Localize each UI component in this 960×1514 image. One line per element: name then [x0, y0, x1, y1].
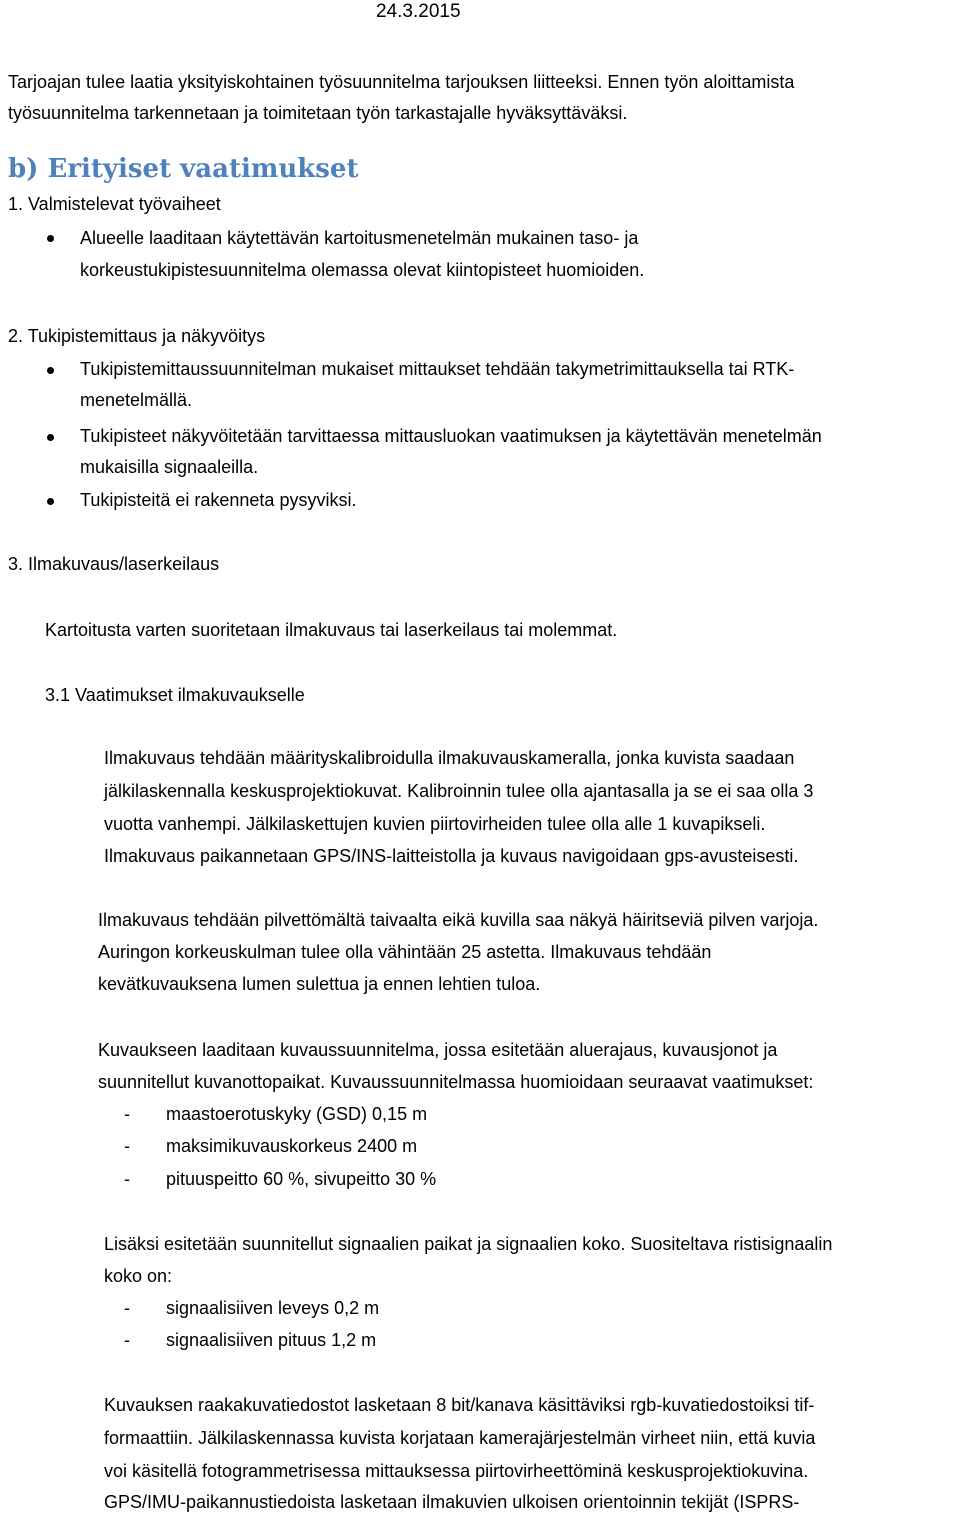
list2-dash: -	[124, 1330, 130, 1350]
list2-item-1: signaalisiiven leveys 0,2 m	[166, 1298, 380, 1318]
p3-line2: suunnitellut kuvanottopaikat. Kuvaussuunnitelmassa huomioidaan seuraavat vaatimukset:	[98, 1072, 814, 1092]
bullet-icon	[47, 498, 54, 505]
p2-line2: Auringon korkeuskulman tulee olla vähintään 25 astetta. Ilmakuvaus tehdään	[98, 942, 712, 962]
p5-line2: formaattiin. Jälkilaskennassa kuvista korjataan kamerajärjestelmän virheet niin, että kuvia	[104, 1428, 816, 1448]
s2-bullet2-line2: mukaisilla signaaleilla.	[80, 457, 259, 477]
bullet-icon	[47, 235, 54, 242]
list1-item-2: maksimikuvauskorkeus 2400 m	[166, 1136, 418, 1156]
p1-line2: jälkilaskennalla keskusprojektiokuvat. Kalibroinnin tulee olla ajantasalla ja se ei saa olla 3	[104, 781, 814, 801]
section-3-title: 3. Ilmakuvaus/laserkeilaus	[8, 554, 220, 574]
p1-line3: vuotta vanhempi. Jälkilaskettujen kuvien piirtovirheiden tulee olla alle 1 kuvapikseli.	[104, 814, 766, 834]
p4-line1: Lisäksi esitetään suunnitellut signaalien paikat ja signaalien koko. Suositeltava ristisignaalin	[104, 1234, 833, 1254]
intro-line-1: Tarjoajan tulee laatia yksityiskohtainen työsuunnitelma tarjouksen liitteeksi. Ennen työn aloittamista	[8, 72, 795, 92]
intro-line-2: työsuunnitelma tarkennetaan ja toimitetaan työn tarkastajalle hyväksyttäväksi.	[8, 103, 628, 123]
section-heading-b: b) Erityiset vaatimukset	[8, 154, 359, 184]
section-2-title: 2. Tukipistemittaus ja näkyvöitys	[8, 326, 266, 346]
s2-bullet2-line1: Tukipisteet näkyvöitetään tarvittaessa mittausluokan vaatimuksen ja käytettävän menetelmän	[80, 426, 822, 446]
list1-dash: -	[124, 1169, 130, 1189]
list1-item-1: maastoerotuskyky (GSD) 0,15 m	[166, 1104, 428, 1124]
p5-line4: GPS/IMU-paikannustiedoista lasketaan ilmakuvien ulkoisen orientoinnin tekijät (ISPRS-	[104, 1492, 800, 1512]
section-3-text: Kartoitusta varten suoritetaan ilmakuvaus tai laserkeilaus tai molemmat.	[45, 620, 618, 640]
page-date: 24.3.2015	[376, 1, 461, 22]
list2-dash: -	[124, 1298, 130, 1318]
p2-line3: kevätkuvauksena lumen sulettua ja ennen lehtien tuloa.	[98, 974, 541, 994]
s2-bullet3: Tukipisteitä ei rakenneta pysyviksi.	[80, 490, 357, 510]
p5-line3: voi käsitellä fotogrammetrisessa mittauksessa piirtovirheettöminä keskusprojektiokuvina.	[104, 1461, 809, 1481]
s2-bullet1-line1: Tukipistemittaussuunnitelman mukaiset mittaukset tehdään takymetrimittauksella tai RTK-	[80, 359, 795, 379]
p3-line1: Kuvaukseen laaditaan kuvaussuunnitelma, jossa esitetään aluerajaus, kuvausjonot ja	[98, 1040, 778, 1060]
s2-bullet1-line2: menetelmällä.	[80, 390, 193, 410]
p4-line2: koko on:	[104, 1266, 173, 1286]
list2-item-2: signaalisiiven pituus 1,2 m	[166, 1330, 377, 1350]
p1-line4: Ilmakuvaus paikannetaan GPS/INS-laitteistolla ja kuvaus navigoidaan gps-avusteisesti.	[104, 846, 799, 866]
s1-bullet1-line2: korkeustukipistesuunnitelma olemassa olevat kiintopisteet huomioiden.	[80, 260, 645, 280]
bullet-icon	[47, 367, 54, 374]
p5-line1: Kuvauksen raakakuvatiedostot lasketaan 8 bit/kanava käsittäviksi rgb-kuvatiedostoiksi tif-	[104, 1395, 815, 1415]
list1-item-3: pituuspeitto 60 %, sivupeitto 30 %	[166, 1169, 437, 1189]
p1-line1: Ilmakuvaus tehdään määrityskalibroidulla ilmakuvauskameralla, jonka kuvista saadaan	[104, 748, 795, 768]
list1-dash: -	[124, 1136, 130, 1156]
list1-dash: -	[124, 1104, 130, 1124]
section-3-1-title: 3.1 Vaatimukset ilmakuvaukselle	[45, 685, 305, 705]
p2-line1: Ilmakuvaus tehdään pilvettömältä taivaalta eikä kuvilla saa näkyä häiritseviä pilven varjoja.	[98, 910, 819, 930]
section-1-title: 1. Valmistelevat työvaiheet	[8, 194, 221, 214]
s1-bullet1-line1: Alueelle laaditaan käytettävän kartoitusmenetelmän mukainen taso- ja	[80, 228, 639, 248]
bullet-icon	[47, 434, 54, 441]
